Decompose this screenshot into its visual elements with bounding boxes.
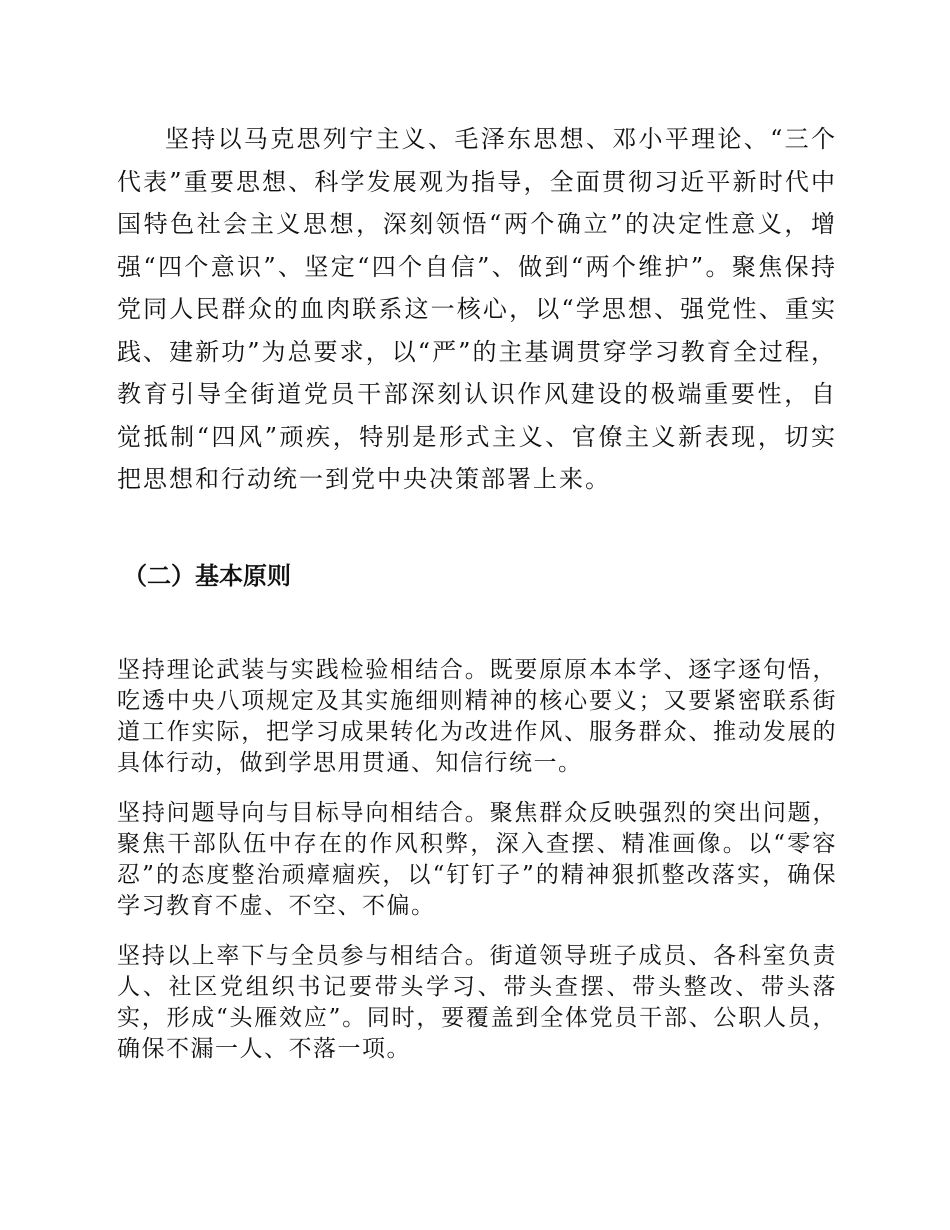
principle-paragraph-3: 坚持以上率下与全员参与相结合。街道领导班子成员、各科室负责人、社区党组织书记要带头学习、带头查摆、带头整改、带头落实，形成“头雁效应”。同时，要覆盖到全体党员干部、公职人员，确保不漏一人、不落一项。 <box>117 943 837 1062</box>
section-heading: （二）基本原则 <box>123 562 291 590</box>
intro-paragraph: 坚持以马克思列宁主义、毛泽东思想、邓小平理论、“三个代表”重要思想、科学发展观为指导，全面贯彻习近平新时代中国特色社会主义思想，深刻领悟“两个确立”的决定性意义，增强“四个意识”、坚定“四个自信”、做到“两个维护”。聚焦保持党同人民群众的血肉联系这一核心，以“学思想、强党性、重实践、建新功”为总要求，以“严”的主基调贯穿学习教育全过程，教育引导全街道党员干部深刻认识作风建设的极端重要性，自觉抵制“四风”顽疾，特别是形式主义、官僚主义新表现，切实把思想和行动统一到党中央决策部署上来。 <box>117 125 837 493</box>
principle-paragraph-2: 坚持问题导向与目标导向相结合。聚焦群众反映强烈的突出问题，聚焦干部队伍中存在的作风积弊，深入查摆、精准画像。以“零容忍”的态度整治顽瘴痼疾，以“钉钉子”的精神狠抓整改落实，确保学习教育不虚、不空、不偏。 <box>117 800 837 919</box>
principle-paragraph-1: 坚持理论武装与实践检验相结合。既要原原本本学、逐字逐句悟，吃透中央八项规定及其实施细则精神的核心要义；又要紧密联系街道工作实际，把学习成果转化为改进作风、服务群众、推动发展的具体行动，做到学思用贯通、知信行统一。 <box>117 657 837 776</box>
